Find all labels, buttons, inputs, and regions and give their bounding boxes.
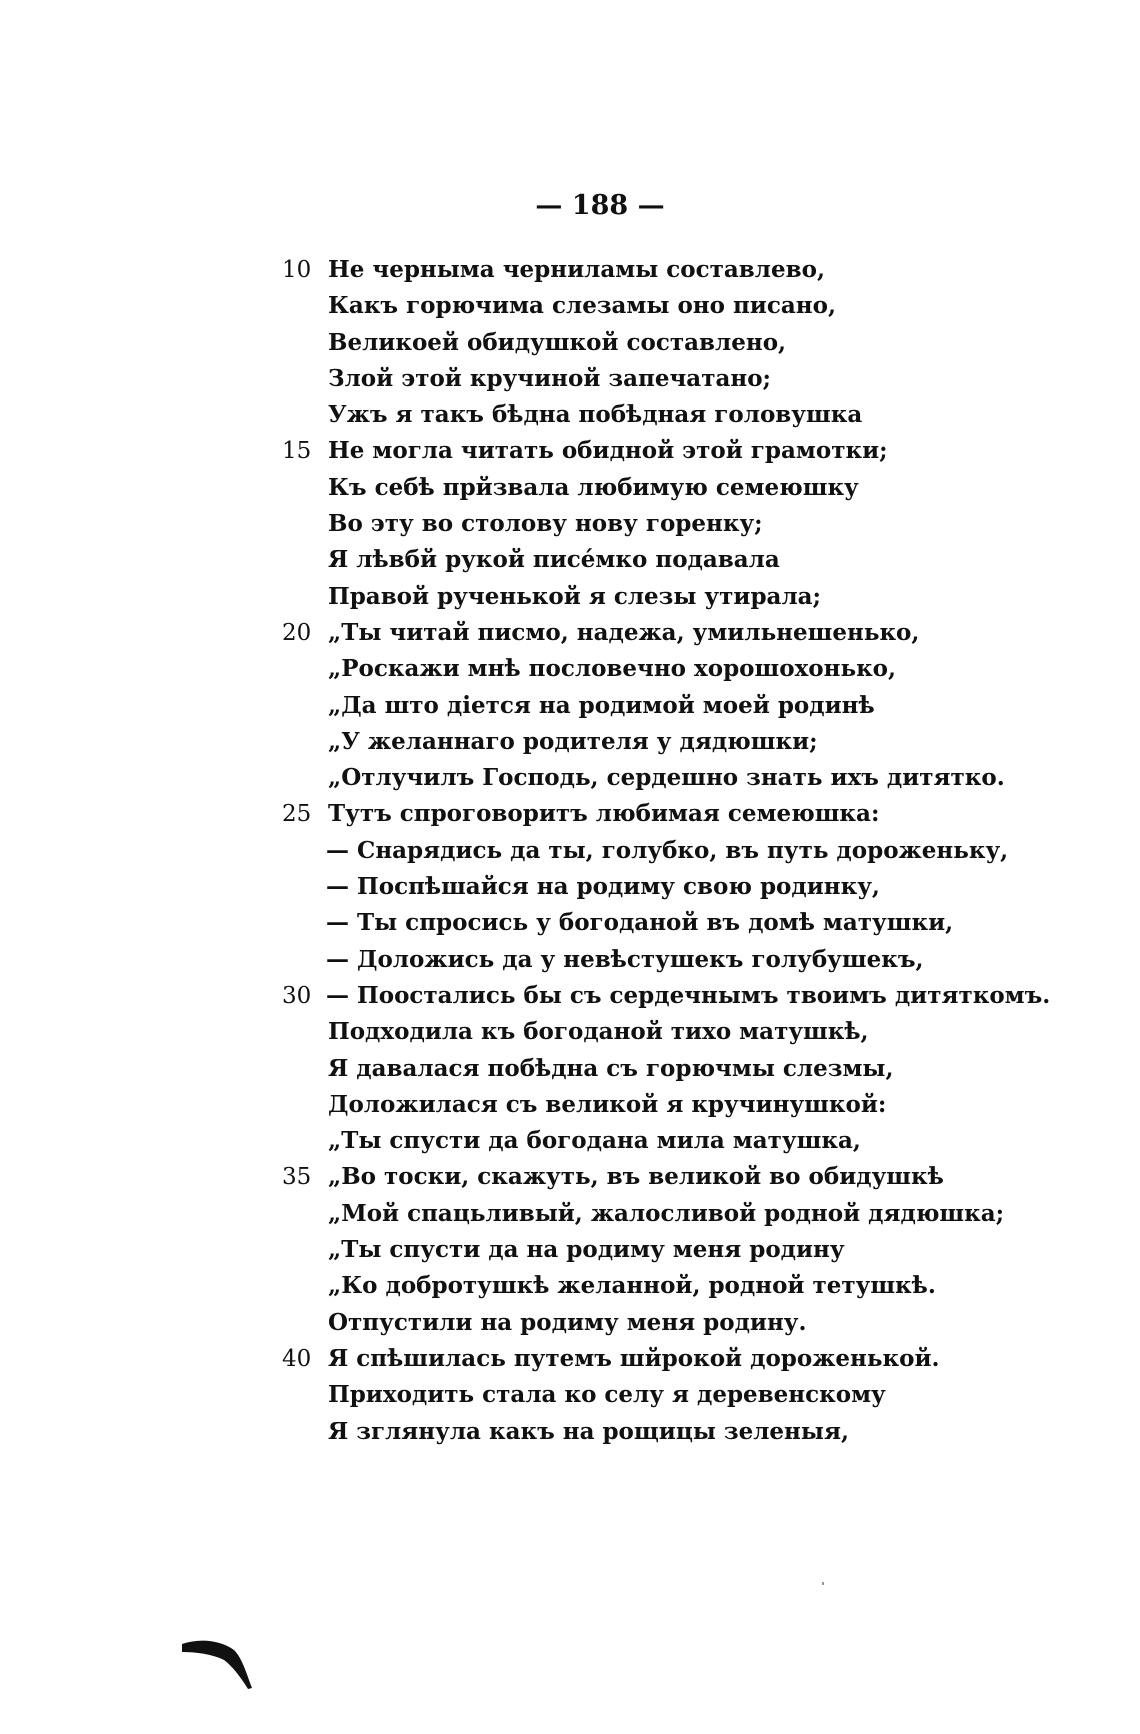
poem-line bbox=[284, 760, 1084, 796]
line-text: Злой этой кручиной запечатано; bbox=[328, 364, 772, 392]
poem-line bbox=[284, 1087, 1084, 1123]
poem-line bbox=[284, 1377, 1084, 1413]
line-text: „Ко добротушкѣ желанной, родной тетушкѣ. bbox=[328, 1272, 936, 1300]
poem-line bbox=[284, 724, 1084, 760]
poem-line bbox=[284, 1014, 1084, 1050]
page-number: — 188 — bbox=[535, 190, 665, 221]
line-text: „Мой спацьливый, жалосливой родной дядюшка; bbox=[328, 1199, 1005, 1227]
poem-line bbox=[284, 397, 1084, 433]
line-number: 10 bbox=[282, 257, 312, 283]
line-text: „Отлучилъ Господь, сердешно знать ихъ дитятко. bbox=[328, 764, 1005, 792]
line-text: — Поспѣшайся на родиму свою родинку, bbox=[326, 873, 880, 901]
line-text: „У желаннаго родителя у дядюшки; bbox=[328, 727, 818, 755]
line-text: Приходить стала ко селу я деревенскому bbox=[328, 1381, 886, 1409]
line-text: „Ты спусти да на родиму меня родину bbox=[328, 1236, 845, 1264]
line-text: Доложилася съ великой я кручинушкой: bbox=[328, 1090, 887, 1118]
line-text: Во эту во столову нову горенку; bbox=[328, 510, 763, 538]
line-number: 30 bbox=[282, 982, 312, 1009]
line-text: Я спѣшилась путемъ шйрокой дороженькой. bbox=[328, 1344, 940, 1372]
line-text: Подходила къ богоданой тихо матушкѣ, bbox=[328, 1018, 869, 1046]
poem-line bbox=[284, 1341, 1084, 1377]
line-text: Тутъ спроговоритъ любимая семеюшка: bbox=[328, 800, 880, 828]
poem-line bbox=[284, 833, 1084, 869]
line-text: Не могла читать обидной этой грамотки; bbox=[328, 437, 888, 465]
poem-line bbox=[284, 796, 1084, 832]
line-text: Правой рученькой я слезы утирала; bbox=[328, 582, 822, 610]
poem-line bbox=[284, 361, 1084, 397]
poem-line bbox=[284, 1123, 1084, 1159]
poem-line bbox=[284, 433, 1084, 469]
scan-mark-icon bbox=[180, 1632, 260, 1692]
scan-speck bbox=[822, 1582, 824, 1585]
poem-line bbox=[284, 1305, 1084, 1341]
poem-line bbox=[284, 1414, 1084, 1450]
line-text: Какъ горючима слезамы оно писано, bbox=[328, 292, 836, 320]
line-text: Отпустили на родиму меня родину. bbox=[328, 1308, 807, 1336]
line-text: Я лѣвбй рукой писéмко подавала bbox=[328, 546, 780, 574]
line-text: Я зглянула какъ на рощицы зеленыя, bbox=[328, 1417, 849, 1445]
line-text: — Снарядись да ты, голубко, въ путь дороженьку, bbox=[326, 836, 1009, 864]
line-text: „Роскажи мнѣ пословечно хорошохонько, bbox=[328, 655, 897, 683]
line-number: 20 bbox=[282, 619, 312, 646]
poem-line bbox=[284, 579, 1084, 615]
poem-line bbox=[284, 506, 1084, 542]
poem-line bbox=[284, 1159, 1084, 1195]
line-number: 25 bbox=[282, 801, 312, 828]
poem-line bbox=[284, 1268, 1084, 1304]
poem-line bbox=[284, 1232, 1084, 1268]
poem-line bbox=[284, 905, 1084, 941]
line-text: Ужъ я такъ бѣдна побѣдная головушка bbox=[328, 401, 863, 429]
line-text: — Доложись да у невѣстушекъ голубушекъ, bbox=[326, 945, 924, 973]
poem-line bbox=[284, 942, 1084, 978]
line-number: 15 bbox=[282, 438, 312, 465]
poem-text bbox=[284, 252, 1084, 1450]
line-text: Я давалася побѣдна съ горючмы слезмы, bbox=[328, 1054, 894, 1082]
poem-line bbox=[284, 978, 1084, 1014]
poem-line bbox=[284, 688, 1084, 724]
line-text: „Во тоски, скажуть, въ великой во обидушкѣ bbox=[328, 1163, 944, 1191]
poem-line bbox=[284, 542, 1084, 578]
line-text: Не черныма черниламы составлево, bbox=[328, 256, 825, 283]
line-text: „Ты спусти да богодана мила матушка, bbox=[328, 1127, 861, 1155]
poem-line bbox=[284, 470, 1084, 506]
poem-line bbox=[284, 1051, 1084, 1087]
line-number: 35 bbox=[282, 1164, 312, 1191]
poem-line bbox=[284, 252, 1084, 288]
poem-line bbox=[284, 869, 1084, 905]
line-text: Великоей обидушкой составлено, bbox=[328, 328, 787, 356]
poem-line bbox=[284, 288, 1084, 324]
poem-line bbox=[284, 651, 1084, 687]
line-text: „Ты читай писмо, надежа, умильнешенько, bbox=[328, 618, 920, 646]
line-text: Къ себѣ прйзвала любимую семеюшку bbox=[328, 473, 859, 501]
poem-line bbox=[284, 615, 1084, 651]
line-number: 40 bbox=[282, 1345, 312, 1372]
line-text: — Ты спросись у богоданой въ домѣ матушки, bbox=[326, 909, 954, 937]
line-text: — Поостались бы съ сердечнымъ твоимъ дитяткомъ. bbox=[326, 981, 1051, 1009]
poem-line bbox=[284, 325, 1084, 361]
line-text: „Да што дiется на родимой моей родинѣ bbox=[328, 691, 875, 719]
poem-line bbox=[284, 1196, 1084, 1232]
